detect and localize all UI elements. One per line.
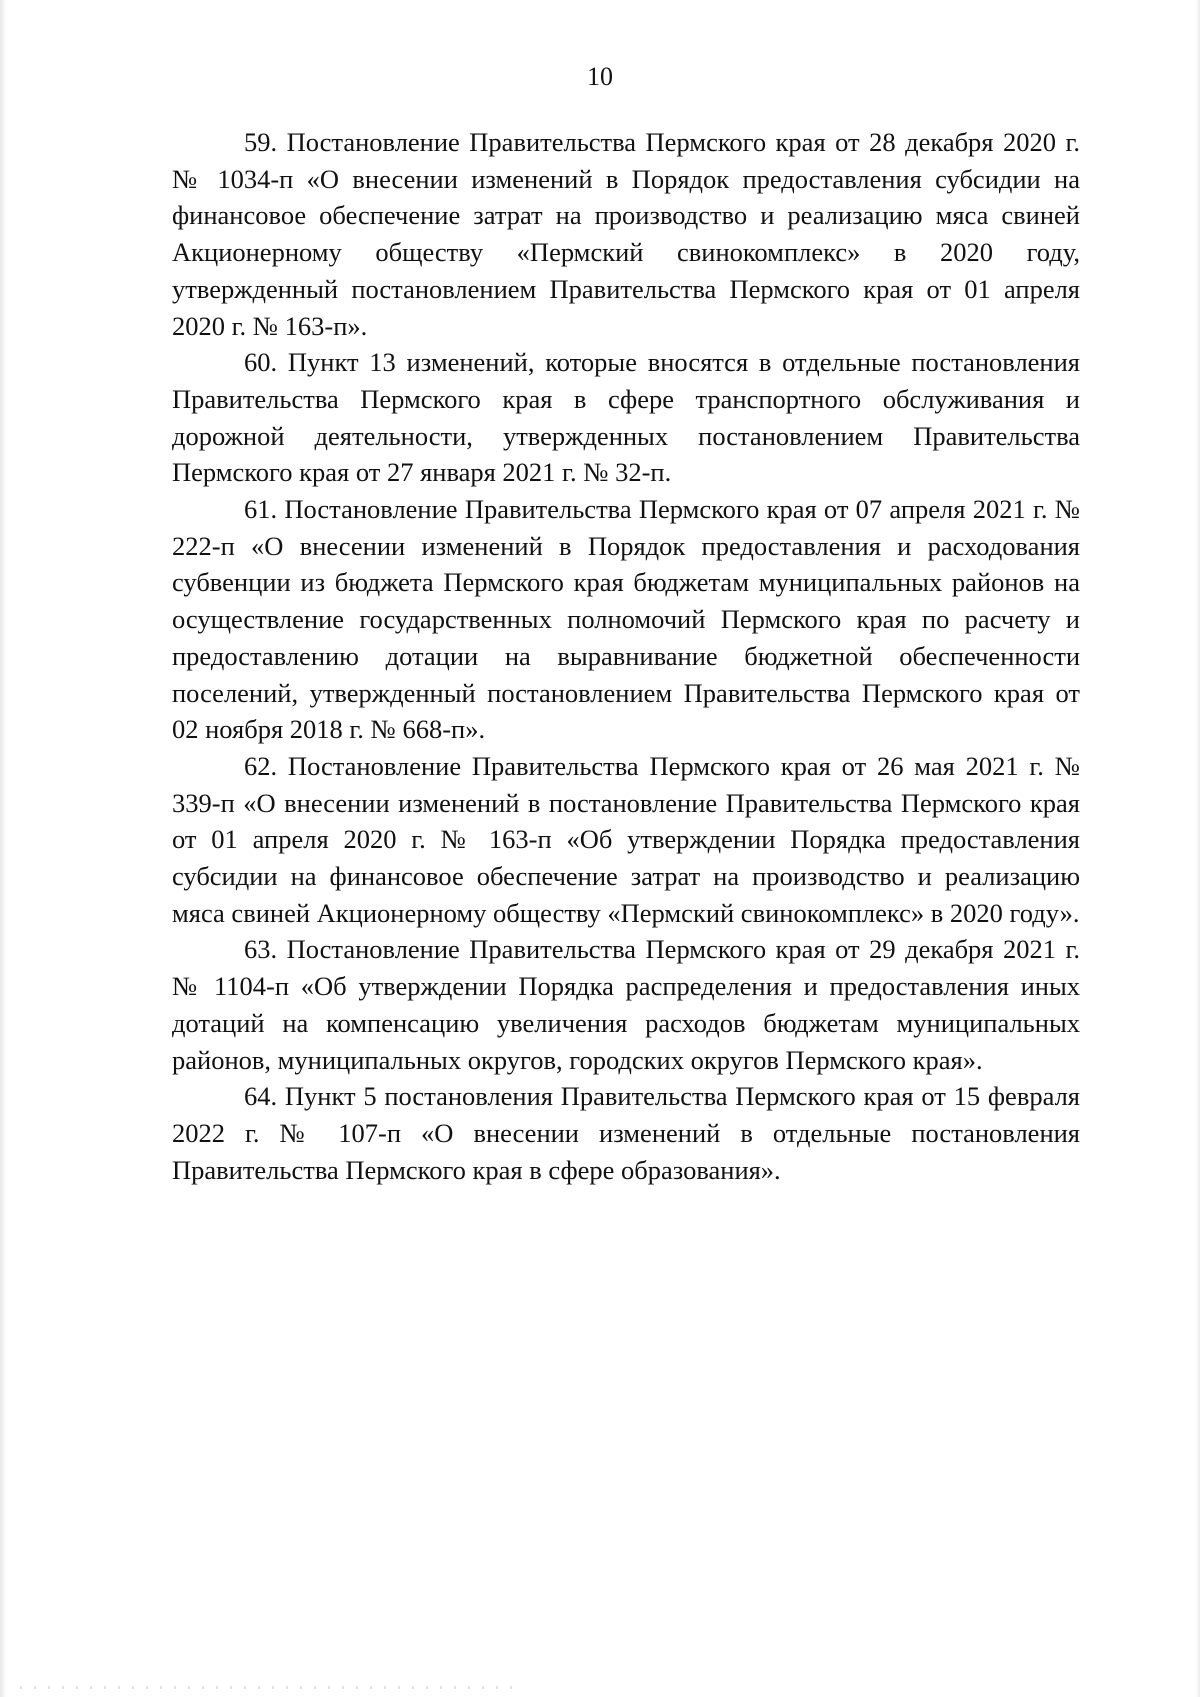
- document-body: [172, 124, 1080, 1188]
- paragraph-61: 61. Постановление Правительства Пермского края от 07 апреля 2021 г. № 222-п «О внесении изменений в Порядок предоставления и расходования субвенции из бюджета Пермского края бюджетам муниципальных районов на осуществление государственных полномочий Пермского края по расчету и предоставлению дотации на выравнивание бюджетной обеспеченности поселений, утвержденный постановлением Правительства Пермского края от 02 ноября 2018 г. № 668-п».: [172, 494, 1080, 745]
- paragraph-62: 62. Постановление Правительства Пермского края от 26 мая 2021 г. № 339-п «О внесении изменений в постановление Правительства Пермского края от 01 апреля 2020 г. № 163-п «Об утверждении Порядка предоставления субсидии на финансовое обеспечение затрат на производство и реализацию мяса свиней Акционерному обществу «Пермский свинокомплекс» в 2020 году».: [172, 750, 1080, 928]
- scan-right-edge: [1196, 0, 1200, 1697]
- paragraph-64: 64. Пункт 5 постановления Правительства Пермского края от 15 февраля 2022 г. № 107-п «О внесении изменений в отдельные постановления Правительства Пермского края в сфере образования».: [172, 1081, 1080, 1185]
- scan-left-edge: [0, 0, 6, 1697]
- scan-noise: [20, 1686, 520, 1689]
- paragraph-60: 60. Пункт 13 изменений, которые вносятся в отдельные постановления Правительства Пермского края в сфере транспортного обслуживания и дорожной деятельности, утвержденных постановлением Правительства Пермского края от 27 января 2021 г. № 32-п.: [172, 347, 1080, 488]
- page-number: 10: [587, 62, 613, 91]
- paragraph-63: 63. Постановление Правительства Пермского края от 29 декабря 2021 г. № 1104-п «Об утверждении Порядка распределения и предоставления иных дотаций на компенсацию увеличения расходов бюджетам муниципальных районов, муниципальных округов, городских округов Пермского края».: [172, 934, 1080, 1075]
- paragraph-59: 59. Постановление Правительства Пермского края от 28 декабря 2020 г. № 1034-п «О внесении изменений в Порядок предоставления субсидии на финансовое обеспечение затрат на производство и реализацию мяса свиней Акционерному обществу «Пермский свинокомплекс» в 2020 году, утвержденный постановлением Правительства Пермского края от 01 апреля 2020 г. № 163-п».: [172, 127, 1080, 341]
